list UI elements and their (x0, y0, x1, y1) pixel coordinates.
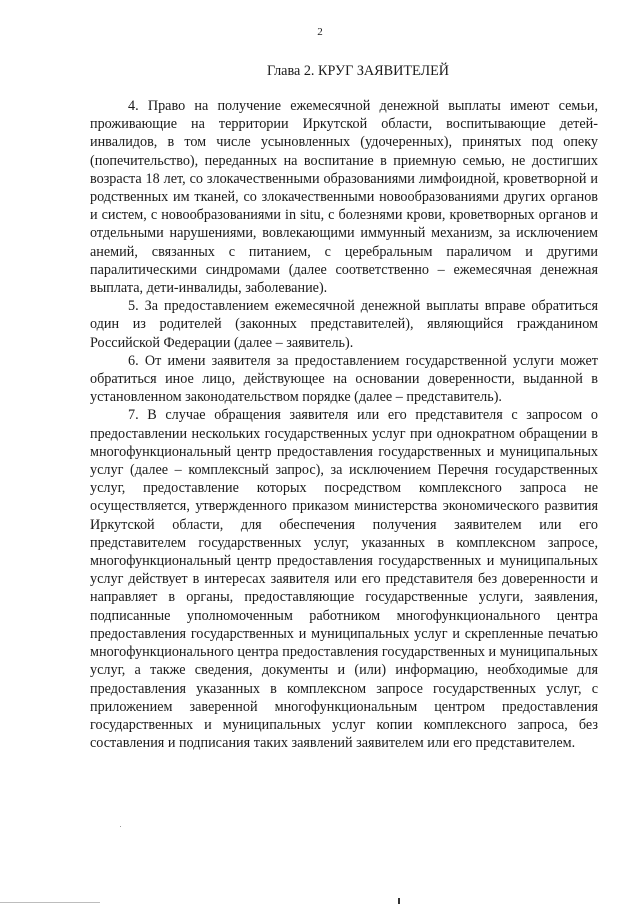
scan-artifact-mark (398, 898, 400, 904)
chapter-title: Глава 2. КРУГ ЗАЯВИТЕЛЕЙ (266, 63, 450, 79)
scan-artifact-line (0, 902, 100, 903)
paragraph-7: 7. В случае обращения заявителя или его представителя с запросом о предоставлении нескольких государственных услуг при однократном обращении в многофункциональный центр предоставления государственных и муниципальных услуг (далее – комплексный запрос), за исключением Перечня государственных услуг, предоставление которых посредством комплексного запроса не осуществляется, утвержденного приказом министерства экономического развития Иркутской области, для обеспечения получения заявителем или его представителем государственных услуг, указанных в комплексном запросе, многофункциональный центр предоставления государственных и муниципальных услуг действует в интересах заявителя или его представителя без доверенности и направляет в органы, предоставляющие государственные услуги, заявления, подписанные уполномоченным работником многофункционального центра предоставления государственных и муниципальных услуг и скрепленные печатью многофункционального центра предоставления государственных и муниципальных услуг, а также сведения, документы и (или) информацию, необходимые для предоставления указанных в комплексном запросе государственных услуг, с приложением заверенной многофункциональным центром предоставления государственных и муниципальных услуг копии комплексного запроса, без составления и подписания таких заявлений заявителем или его представителем. (90, 407, 598, 752)
document-body (90, 97, 598, 752)
paragraph-5: 5. За предоставлением ежемесячной денежной выплаты вправе обратиться один из родителей (законных представителей), являющийся гражданином Российской Федерации (далее – заявитель). (90, 298, 598, 351)
paragraph-6: 6. От имени заявителя за предоставлением государственной услуги может обратиться иное лицо, действующее на основании доверенности, выданной в установленном законодательством порядке (далее – представитель). (90, 352, 598, 406)
paragraph-4: 4. Право на получение ежемесячной денежной выплаты имеют семьи, проживающие на территории Иркутской области, воспитывающие детей-инвалидов, в том числе усыновленных (удочеренных), принятых под опеку (попечительство), переданных на воспитание в приемную семью, не достигших возраста 18 лет, со злокачественными образованиями лимфоидной, кроветворной и родственных им тканей, со злокачественными новообразованиями других органов и систем, с новообразованиями in situ, с болезнями крови, кроветворных органов и отдельными нарушениями, вовлекающими иммунный механизм, за исключением анемий, связанных с питанием, с церебральным параличом и другими паралитическими синдромами (далее соответственно – ежемесячная денежная выплата, дети-инвалиды, заболевание). (90, 98, 598, 297)
scan-artifact-dot (120, 826, 121, 827)
page-number: 2 (317, 26, 323, 38)
